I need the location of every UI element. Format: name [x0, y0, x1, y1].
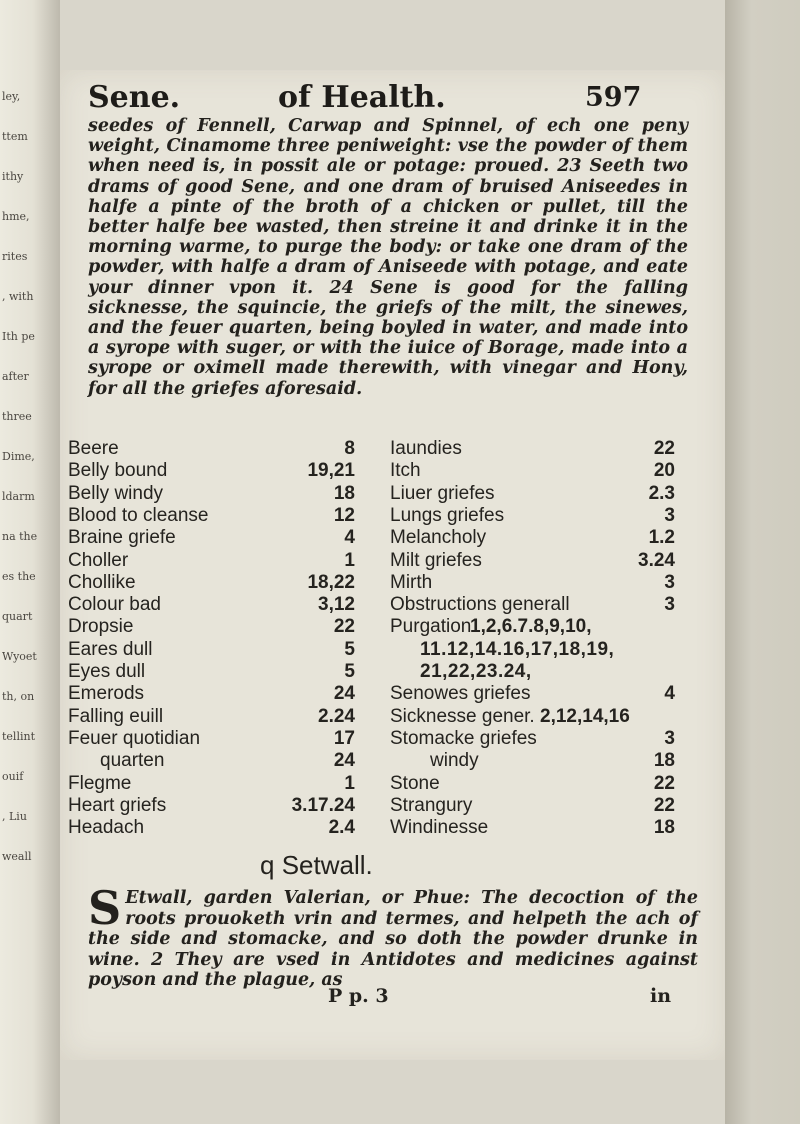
index-ref-left: 3.17.24: [291, 794, 355, 816]
index-ref-right: 22: [653, 772, 675, 794]
index-entry-right: Strangury: [390, 794, 473, 816]
index-entry-left: Belly windy: [68, 482, 164, 504]
index-ref-left: 4: [344, 527, 355, 549]
page-footer: [60, 985, 725, 1011]
index-row: [60, 550, 725, 575]
index-ref-right: 1,2,6.7.8,9,10,: [470, 616, 592, 638]
index-row: [60, 728, 725, 753]
header-left-word: Sene.: [88, 80, 181, 115]
index-entry-right: Sicknesse gener.: [390, 705, 535, 727]
index-entry-right: Milt griefes: [390, 549, 482, 571]
index-entry-right: Iaundies: [390, 438, 462, 459]
index-ref-left: 2.24: [318, 705, 355, 727]
index-entry-right: Itch: [390, 460, 421, 482]
index-entry-left: Blood to cleanse: [68, 504, 209, 526]
index-ref-right: 3.24: [638, 549, 675, 571]
index-entry-left: Falling euill: [68, 705, 164, 727]
index-row: [60, 460, 725, 485]
index-ref-right: 3: [664, 727, 675, 749]
index-entry-right: Obstructions generall: [390, 594, 570, 616]
index-row: [60, 750, 725, 775]
index-entry-left: Feuer quotidian: [68, 727, 201, 749]
section-heading: [260, 850, 373, 881]
index-ref-right: 20: [653, 460, 675, 482]
index-entry-right: Senowes griefes: [390, 683, 531, 705]
setwall-paragraph: [88, 881, 698, 991]
index-row: [60, 438, 725, 463]
section-mark: q: [260, 850, 275, 880]
index-entry-left: Eares dull: [68, 638, 153, 660]
index-row: [60, 572, 725, 597]
header-title: of Health.: [278, 80, 446, 115]
index-entry-left: Braine griefe: [68, 527, 176, 549]
index-row: [60, 483, 725, 508]
index-row: [60, 594, 725, 619]
index-ref-left: 24: [333, 683, 355, 705]
page-number: 597: [585, 82, 642, 113]
index-ref-left: 12: [333, 504, 355, 526]
index-entry-right: Stomacke griefes: [390, 727, 537, 749]
right-gutter-bleed: [725, 0, 800, 1124]
index-entry-left: Beere: [68, 438, 119, 459]
index-entry-left: quarten: [100, 750, 165, 772]
index-entry-right: Liuer griefes: [390, 482, 495, 504]
index-ref-continuation: 11.12,14.16,17,18,19,: [420, 638, 615, 660]
index-row: [60, 639, 725, 664]
book-page: [60, 70, 725, 1060]
index-entry-right: windy: [430, 750, 479, 772]
index-ref-right: 22: [653, 794, 675, 816]
index-row: [60, 661, 725, 686]
index-entry-left: Colour bad: [68, 594, 161, 616]
index-ref-left: 1: [344, 549, 355, 571]
index-ref-left: 1: [344, 772, 355, 794]
signature-mark: P p. 3: [328, 985, 389, 1007]
index-row: [60, 527, 725, 552]
section-title: Setwall.: [281, 850, 373, 880]
index-entry-left: Choller: [68, 549, 129, 571]
index-ref-left: 24: [333, 750, 355, 772]
index-ref-left: 18: [333, 482, 355, 504]
catchword: in: [650, 985, 672, 1007]
index-ref-left: 5: [344, 661, 355, 682]
index-ref-right: 3: [664, 571, 675, 593]
index-row: [60, 817, 725, 842]
index-entry-right: Mirth: [390, 571, 433, 593]
index-ref-right: 4: [664, 683, 675, 705]
index-ref-right: 3: [664, 504, 675, 526]
index-entry-right: Windinesse: [390, 817, 489, 839]
setwall-text: Etwall, garden Valerian, or Phue: The decoction of the roots prouoketh vrin and termes, and helpeth the ach of the side and stomacke, and so doth the powder drunke in wine. 2 They are vsed in Antidotes and medicines against poyson and the plague, as: [88, 888, 698, 990]
index-ref-left: 5: [344, 638, 355, 660]
index-ref-right: 22: [653, 438, 675, 459]
index-entry-right: Purgation: [390, 616, 472, 638]
index-entry-left: Headach: [68, 817, 145, 839]
index-ref-left: 8: [344, 438, 355, 459]
index-entry-right: Stone: [390, 772, 440, 794]
index-ref-right: 3: [664, 594, 675, 616]
index-ref-continuation: 21,22,23.24,: [420, 661, 532, 682]
index-ref-left: 3,12: [318, 594, 355, 616]
index-ref-left: 19,21: [307, 460, 355, 482]
index-ref-right: 18: [653, 750, 675, 772]
running-header: [60, 80, 725, 120]
index-row: [60, 706, 725, 731]
index-entry-left: Chollike: [68, 571, 136, 593]
drop-cap: S: [88, 881, 122, 935]
index-ref-right: 18: [653, 817, 675, 839]
index-entry-left: Heart griefs: [68, 794, 167, 816]
index-entry-right: Lungs griefes: [390, 504, 505, 526]
index-ref-right: 1.2: [648, 527, 675, 549]
index-row: [60, 773, 725, 798]
left-gutter-bleed: ley, ttem ithy hme, rites , with Ith pe after three Dime, ldarm na the es the quart Wyoet th, on tellint ouif , Liu weall: [0, 0, 60, 1124]
intro-paragraph: seedes of Fennell, Carwap and Spinnel, of ech one peny weight, Cinamome three peniweight: vse the powder of them when need is, in possit ale or potage: proued. 23 Seeth two drams of good Sene, and one dram of bruised Aniseedes in halfe a pinte of the broth of a chicken or pullet, till the better halfe bee wasted, then streine it and drinke it in the morning warme, to purge the body: or take one dram of the powder, with halfe a dram of Aniseede with potage, and eate your dinner vpon it. 24 Sene is good for the falling sicknesse, the squincie, the griefs of the milt, the sinewes, and the feuer quarten, being boyled in water, and made into a syrope with suger, or with the iuice of Borage, made into a syrope or oximell made therewith, with vinegar and Hony, for all the griefes aforesaid.: [88, 116, 688, 399]
index-row: [60, 505, 725, 530]
index-ref-right: 2.3: [648, 482, 675, 504]
index-entry-left: Eyes dull: [68, 661, 146, 682]
index-ref-right: 2,12,14,16: [540, 705, 630, 727]
index-entry-left: Belly bound: [68, 460, 168, 482]
index-entry-left: Flegme: [68, 772, 132, 794]
index-row: [60, 683, 725, 708]
index-row: [60, 795, 725, 820]
index-row: [60, 616, 725, 641]
index-ref-left: 2.4: [328, 817, 355, 839]
index-entry-left: Dropsie: [68, 616, 134, 638]
index-entry-right: Melancholy: [390, 527, 487, 549]
index-entry-left: Emerods: [68, 683, 145, 705]
index-ref-left: 18,22: [307, 571, 355, 593]
index-ref-left: 22: [333, 616, 355, 638]
index-ref-left: 17: [333, 727, 355, 749]
